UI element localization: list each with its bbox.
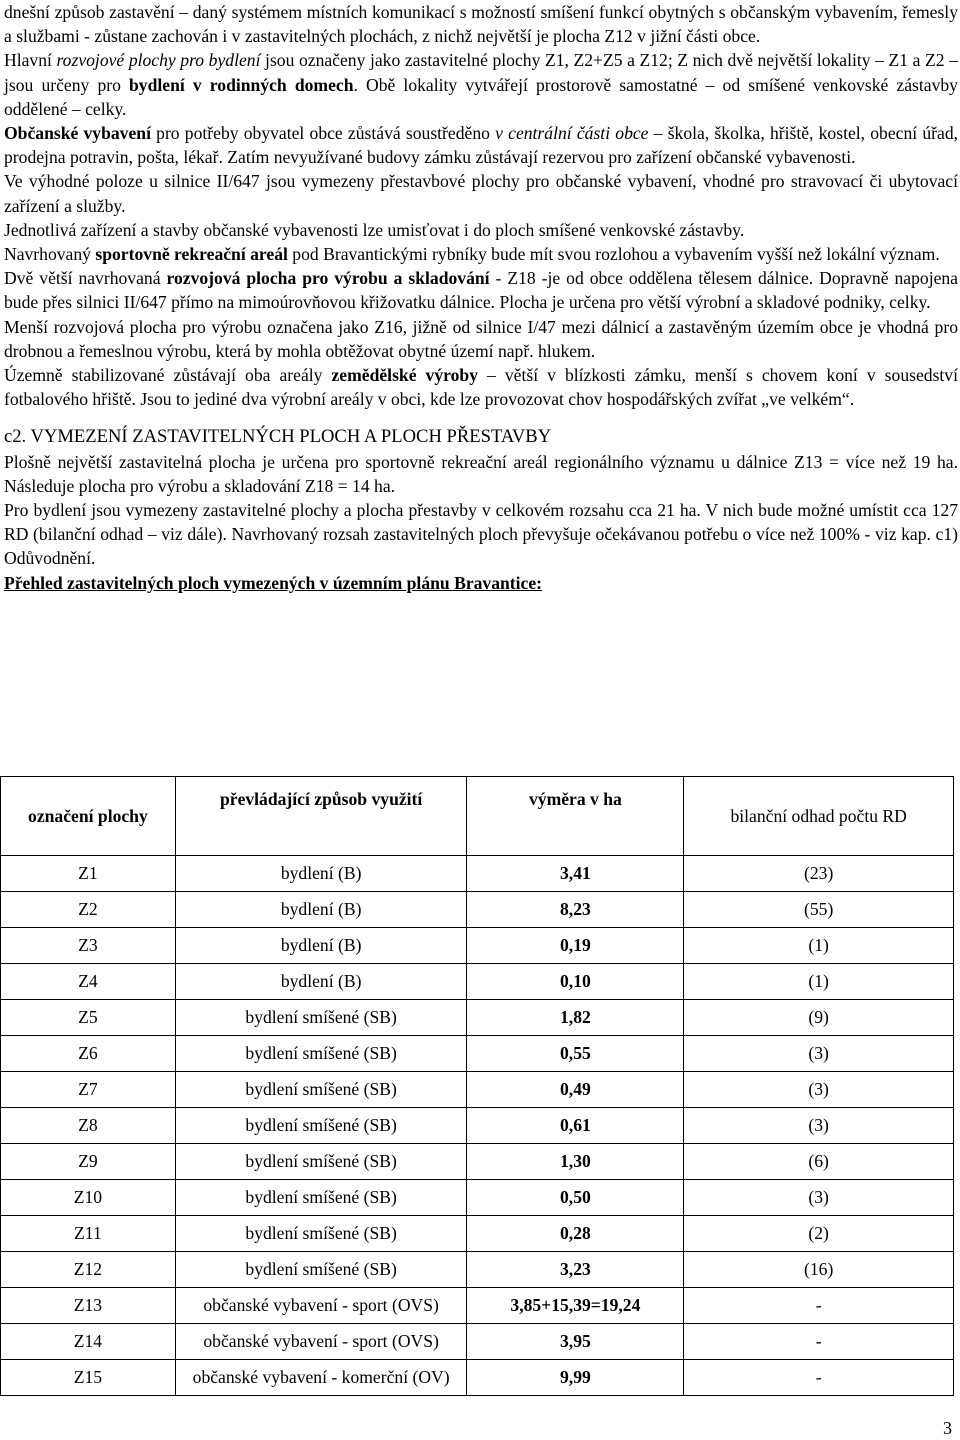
cell-zpusob: bydlení (B) <box>175 892 467 928</box>
cell-zpusob: bydlení smíšené (SB) <box>175 1216 467 1252</box>
cell-vymera: 1,30 <box>467 1144 684 1180</box>
text-run: - Z18 -je od obce oddělena tělesem dálnice. Dopravně napojena bude přes silnici II/647 přímo na mimoúrovňovou křižovatku dálnice. Plocha je určena pro větší výrobní a skladové podniky, celky. <box>4 268 958 313</box>
cell-zpusob: bydlení (B) <box>175 928 467 964</box>
text-run-bold: sportovně rekreační areál <box>95 244 288 265</box>
text-run-italic: rozvojové plochy pro bydlení <box>56 50 261 71</box>
cell-zpusob: bydlení smíšené (SB) <box>175 1108 467 1144</box>
cell-odhad: - <box>684 1360 954 1396</box>
text-run: Územně stabilizované zůstávají oba areály <box>4 365 332 386</box>
text-run-italic: v centrální části obce <box>495 123 649 144</box>
plochy-table <box>0 776 954 1396</box>
cell-vymera: 0,19 <box>467 928 684 964</box>
table-title: Přehled zastavitelných ploch vymezených v územním plánu Bravantice: <box>4 572 543 593</box>
text-run: – větší v blízkosti zámku, menší s chovem koní v sousedství fotbalového hřiště. Jsou to jediné dva výrobní areály v obci, kde lze provozovat chov hospodářských zvířat „ve velkém“. <box>4 365 958 410</box>
cell-vymera: 0,55 <box>467 1036 684 1072</box>
cell-vymera: 3,95 <box>467 1324 684 1360</box>
cell-zpusob: občanské vybavení - sport (OVS) <box>175 1324 467 1360</box>
text-run: Dvě větší navrhovaná <box>4 268 167 289</box>
table-row <box>1 1180 954 1216</box>
table-body <box>1 856 954 1396</box>
table-row <box>1 928 954 964</box>
cell-odhad: (3) <box>684 1072 954 1108</box>
cell-oznaceni: Z4 <box>1 964 176 1000</box>
text-run: Navrhovaný <box>4 244 96 265</box>
cell-zpusob: bydlení smíšené (SB) <box>175 1252 467 1288</box>
cell-oznaceni: Z2 <box>1 892 176 928</box>
cell-oznaceni: Z6 <box>1 1036 176 1072</box>
paragraph-zemedelska-vyroba <box>4 363 958 411</box>
cell-oznaceni: Z5 <box>1 1000 176 1036</box>
table-row <box>1 1036 954 1072</box>
cell-odhad: - <box>684 1288 954 1324</box>
cell-oznaceni: Z14 <box>1 1324 176 1360</box>
cell-odhad: (3) <box>684 1108 954 1144</box>
paragraph-obcanske-vybaveni <box>4 121 958 169</box>
cell-vymera: 0,61 <box>467 1108 684 1144</box>
cell-vymera: 0,28 <box>467 1216 684 1252</box>
cell-vymera: 0,49 <box>467 1072 684 1108</box>
header-oznaceni: označení plochy <box>1 777 176 856</box>
cell-zpusob: bydlení smíšené (SB) <box>175 1180 467 1216</box>
cell-zpusob: bydlení smíšené (SB) <box>175 1000 467 1036</box>
cell-oznaceni: Z13 <box>1 1288 176 1324</box>
cell-zpusob: bydlení (B) <box>175 964 467 1000</box>
text-run: Hlavní <box>4 50 57 71</box>
cell-zpusob: bydlení smíšené (SB) <box>175 1036 467 1072</box>
cell-vymera: 0,50 <box>467 1180 684 1216</box>
header-vymera: výměra v ha <box>467 777 684 856</box>
paragraph-nejvetsi-plocha: Plošně největší zastavitelná plocha je určena pro sportovně rekreační areál regionálního významu u dálnice Z13 = více než 19 ha. Následuje plocha pro výrobu a skladování Z18 = 14 ha. <box>4 451 958 496</box>
table-row <box>1 1072 954 1108</box>
section-heading: c2. VYMEZENÍ ZASTAVITELNÝCH PLOCH A PLOCH PŘESTAVBY <box>4 426 552 448</box>
table-row <box>1 1360 954 1396</box>
paragraph-vyroba-z16: Menší rozvojová plocha pro výrobu označena jako Z16, jižně od silnice I/47 mezi dálnicí a zastavěným územím obce je vhodná pro drobnou a řemeslnou výrobu, která by mohla obtěžovat obytné území např. hlukem. <box>4 316 958 361</box>
cell-vymera: 9,99 <box>467 1360 684 1396</box>
table-row <box>1 1288 954 1324</box>
text-run: – škola, školka, hřiště, kostel, obecní úřad, prodejna potravin, pošta, lékař. Zatím nevyužívané budovy zámku zůstávají rezervou pro zařízení občanské vybavenosti. <box>4 123 959 168</box>
cell-oznaceni: Z10 <box>1 1180 176 1216</box>
text-run-bold: bydlení v rodinných domech <box>129 74 354 95</box>
cell-odhad: (2) <box>684 1216 954 1252</box>
cell-oznaceni: Z11 <box>1 1216 176 1252</box>
table-row <box>1 1144 954 1180</box>
cell-oznaceni: Z8 <box>1 1108 176 1144</box>
cell-oznaceni: Z15 <box>1 1360 176 1396</box>
table-row <box>1 856 954 892</box>
text-run: pro potřeby obyvatel obce zůstává soustředěno <box>150 123 496 144</box>
cell-odhad: (9) <box>684 1000 954 1036</box>
text-run-bold: Občanské vybavení <box>4 123 151 144</box>
cell-odhad: (6) <box>684 1144 954 1180</box>
cell-zpusob: bydlení smíšené (SB) <box>175 1144 467 1180</box>
cell-odhad: (55) <box>684 892 954 928</box>
header-odhad: bilanční odhad počtu RD <box>684 777 954 856</box>
text-run: jsou označeny jako zastavitelné plochy Z1, Z2+Z5 a Z12; Z nich dvě největší lokality – Z1 a Z2 – jsou určeny pro <box>4 50 958 95</box>
cell-zpusob: občanské vybavení - sport (OVS) <box>175 1288 467 1324</box>
paragraph-zastaveni: dnešní způsob zastavění – daný systémem místních komunikací s možností smíšení funkcí obytných s občanským vybavením, řemesly a službami - zůstane zachován i v zastavitelných plochách, z nichž největší je plocha Z12 v jižní části obce. <box>4 2 958 47</box>
text-run: . Obě lokality vytvářejí prostorově samostatné – od smíšené venkovské zástavby oddělené – celky. <box>4 74 958 119</box>
table-row <box>1 1108 954 1144</box>
cell-zpusob: bydlení (B) <box>175 856 467 892</box>
paragraph-bydleni-rozsah: Pro bydlení jsou vymezeny zastavitelné plochy a plocha přestavby v celkovém rozsahu cca 21 ha. V nich bude možné umístit cca 127 RD (bilanční odhad – viz dále). Navrhovaný rozsah zastavitelných ploch převyšuje očekávanou potřebu o více než 100% - viz kap. c1) Odůvodnění. <box>4 500 958 569</box>
cell-vymera: 3,23 <box>467 1252 684 1288</box>
cell-oznaceni: Z1 <box>1 856 176 892</box>
table-row <box>1 1000 954 1036</box>
text-run-bold: zemědělské výroby <box>331 365 478 386</box>
table-row <box>1 892 954 928</box>
cell-vymera: 3,85+15,39=19,24 <box>467 1288 684 1324</box>
paragraph-sportovni-areal <box>4 242 958 266</box>
cell-odhad: (1) <box>684 964 954 1000</box>
cell-vymera: 0,10 <box>467 964 684 1000</box>
table-header-row <box>1 777 954 856</box>
table-row <box>1 1216 954 1252</box>
paragraph-vyroba-z18 <box>4 266 958 314</box>
document-page <box>4 0 958 595</box>
paragraph-rozvojove-plochy <box>4 48 958 121</box>
cell-zpusob: bydlení smíšené (SB) <box>175 1072 467 1108</box>
cell-oznaceni: Z3 <box>1 928 176 964</box>
cell-oznaceni: Z12 <box>1 1252 176 1288</box>
table-row <box>1 1252 954 1288</box>
cell-odhad: (3) <box>684 1180 954 1216</box>
cell-odhad: (16) <box>684 1252 954 1288</box>
cell-vymera: 1,82 <box>467 1000 684 1036</box>
header-zpusob: převládající způsob využití <box>175 777 467 856</box>
table-row <box>1 1324 954 1360</box>
cell-vymera: 8,23 <box>467 892 684 928</box>
cell-oznaceni: Z7 <box>1 1072 176 1108</box>
paragraph-jednotliva-zarizeni: Jednotlivá zařízení a stavby občanské vybavenosti lze umisťovat i do ploch smíšené venkovské zástavby. <box>4 219 745 240</box>
cell-odhad: - <box>684 1324 954 1360</box>
cell-vymera: 3,41 <box>467 856 684 892</box>
cell-odhad: (1) <box>684 928 954 964</box>
text-run: pod Bravantickými rybníky bude mít svou rozlohou a vybavením vyšší než lokální význam. <box>287 244 940 265</box>
cell-oznaceni: Z9 <box>1 1144 176 1180</box>
cell-odhad: (3) <box>684 1036 954 1072</box>
cell-odhad: (23) <box>684 856 954 892</box>
text-run-bold: rozvojová plocha pro výrobu a skladování <box>166 268 490 289</box>
table-row <box>1 964 954 1000</box>
paragraph-prestavbove-plochy: Ve výhodné poloze u silnice II/647 jsou vymezeny přestavbové plochy pro občanské vybavení, vhodné pro stravovací či ubytovací zařízení a služby. <box>4 171 958 216</box>
cell-zpusob: občanské vybavení - komerční (OV) <box>175 1360 467 1396</box>
page-number: 3 <box>943 1418 952 1438</box>
